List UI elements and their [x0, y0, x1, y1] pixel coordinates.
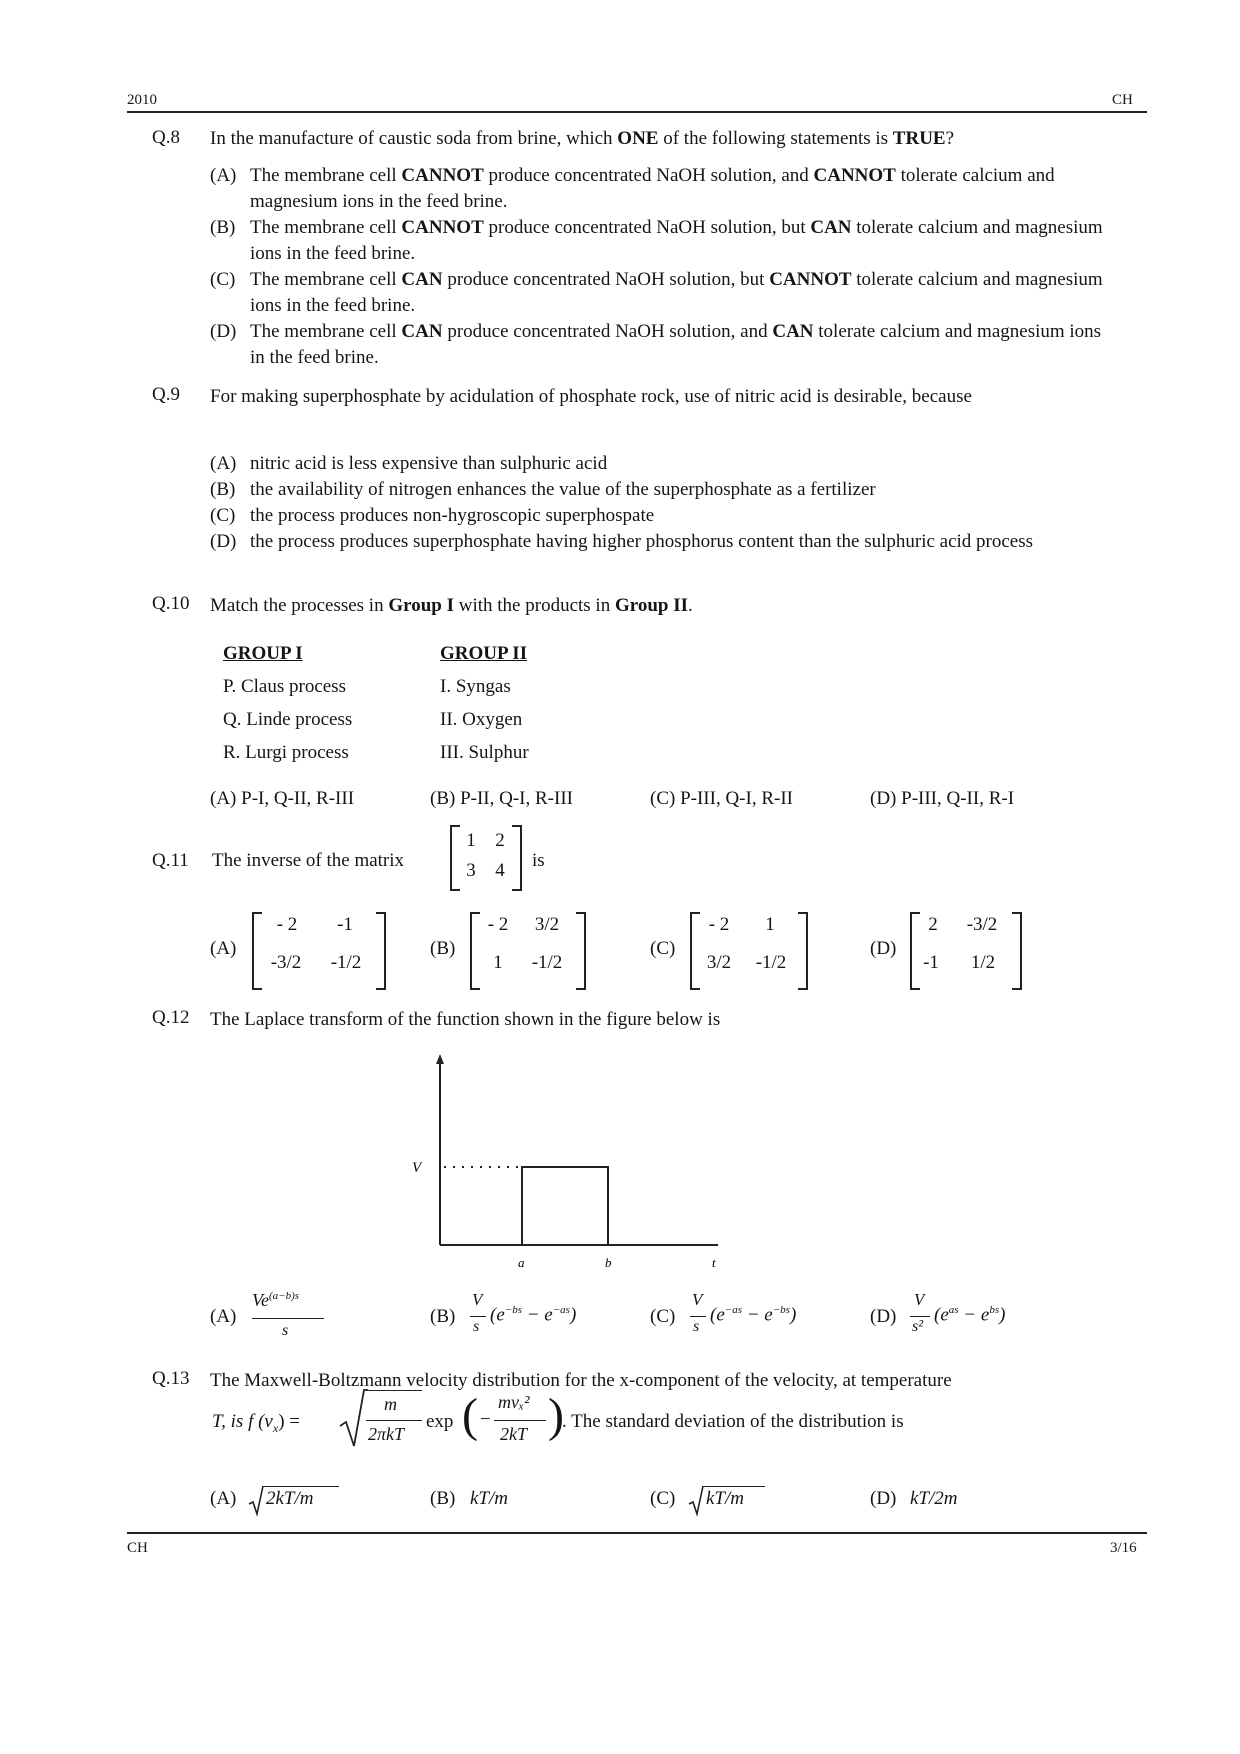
q10-option-c[interactable]: (C) P-III, Q-I, R-II [650, 788, 793, 809]
matrix-cell: 1 [493, 952, 503, 973]
header-rule [127, 111, 1147, 113]
q10-option-b[interactable]: (B) P-II, Q-I, R-III [430, 788, 573, 809]
q13-a-value: 2kT/m [266, 1488, 314, 1509]
matrix-bracket-right [576, 912, 586, 990]
q13-b-value: kT/m [470, 1488, 508, 1509]
q12-b-coef-den: s [473, 1318, 480, 1335]
sqrt-denominator: 2πkT [368, 1424, 405, 1444]
q11-option-d-label[interactable]: (D) [870, 938, 897, 959]
exp-denominator: 2kT [500, 1424, 527, 1444]
sqrt-overline [366, 1390, 422, 1391]
q12-d-expr: $(e^{as} - e^{bs})$ [934, 1304, 1006, 1326]
q8-option-b[interactable]: (B) The membrane cell CANNOT produce concentrated NaOH solution, but CAN tolerate calcium and magnesium ions in the feed brine. [210, 217, 1103, 264]
q13-c-value: kT/m [706, 1488, 744, 1509]
q11-option-c-label[interactable]: (C) [650, 938, 676, 959]
matrix-bracket-right [1012, 912, 1022, 990]
sqrt-overline [263, 1486, 339, 1487]
pulse-rectangle [522, 1167, 608, 1245]
q13-option-a-label[interactable]: (A) [210, 1488, 237, 1509]
fraction-bar [470, 1316, 486, 1317]
q12-b-coef-num: V [472, 1290, 483, 1309]
y-axis-arrow [436, 1054, 444, 1064]
q13-number: Q.13 [152, 1368, 190, 1389]
matrix-bracket-right [798, 912, 808, 990]
matrix-cell: 2 [928, 914, 938, 935]
q12-b-expr: $(e^{-bs} - e^{-as})$ [490, 1304, 577, 1326]
q12-d-coef-num: V [914, 1290, 925, 1309]
matrix-cell: 3/2 [534, 914, 560, 935]
q13-stem: The Maxwell-Boltzmann velocity distribution for the x-component of the velocity, at temperature [210, 1370, 952, 1391]
x-label-t: t [712, 1255, 716, 1270]
matrix-cell: -1 [337, 914, 353, 935]
header-code: CH [1112, 92, 1133, 108]
sqrt-overline [703, 1486, 765, 1487]
exp-function: exp [426, 1411, 454, 1432]
matrix-cell: 1/2 [970, 952, 996, 973]
q12-c-expr: $(e^{-as} - e^{-bs})$ [710, 1304, 797, 1326]
q12-a-numerator: $Ve^{(a-b)s}$ [252, 1290, 300, 1310]
matrix-cell: -1/2 [330, 952, 362, 973]
q8-option-c[interactable]: (C) The membrane cell CAN produce concentrated NaOH solution, but CANNOT tolerate calcium and magnesium ions in the feed brine. [210, 269, 1103, 316]
fraction-bar [366, 1420, 422, 1421]
q9-option-d[interactable]: (D) the process produces superphosphate having higher phosphorus content than the sulphuric acid process [210, 531, 1034, 552]
q9-option-b[interactable]: (B) the availability of nitrogen enhances the value of the superphosphate as a fertilizer [210, 479, 876, 500]
q12-c-coef-num: V [692, 1290, 703, 1309]
matrix-cell: 3 [466, 860, 476, 881]
q13-option-d-label[interactable]: (D) [870, 1488, 897, 1509]
header-year: 2010 [127, 92, 157, 108]
q10-stem: Match the processes in Group I with the products in Group II. [210, 595, 693, 616]
q12-d-coef-den: s² [912, 1318, 924, 1335]
matrix-cell: - 2 [487, 914, 509, 935]
q12-c-coef-den: s [693, 1318, 700, 1335]
fraction-bar [690, 1316, 706, 1317]
q9-stem: For making superphosphate by acidulation of phosphate rock, use of nitric acid is desirable, because [210, 386, 972, 407]
matrix-bracket-left [252, 912, 262, 990]
matrix-cell: -3/2 [966, 914, 998, 935]
q12-number: Q.12 [152, 1007, 190, 1028]
q12-stem: The Laplace transform of the function shown in the figure below is [210, 1009, 721, 1030]
pulse-function-figure [400, 1050, 740, 1280]
group1-item: Q. Linde process [223, 709, 353, 730]
sqrt-numerator: m [384, 1394, 397, 1414]
minus-sign: − [480, 1409, 491, 1430]
group2-title: GROUP II [440, 643, 528, 664]
group1-item: P. Claus process [223, 676, 346, 697]
q12-option-d-label[interactable]: (D) [870, 1306, 897, 1327]
q12-a-denominator: s [282, 1322, 289, 1339]
fraction-bar [910, 1316, 930, 1317]
q13-option-c-label[interactable]: (C) [650, 1488, 676, 1509]
matrix-cell: 2 [495, 830, 505, 851]
group2-item: II. Oxygen [440, 709, 523, 730]
group2-item: III. Sulphur [440, 742, 529, 763]
q10-option-d[interactable]: (D) P-III, Q-II, R-I [870, 788, 1015, 809]
q13-line2-post: . The standard deviation of the distribution is [562, 1411, 904, 1432]
footer-code: CH [127, 1540, 148, 1556]
q9-number: Q.9 [152, 384, 180, 405]
q13-d-value: kT/2m [910, 1488, 958, 1509]
fraction-bar [252, 1318, 324, 1319]
matrix-bracket-right [376, 912, 386, 990]
sqrt-sign [688, 1484, 704, 1516]
right-paren: ) [548, 1389, 564, 1442]
matrix-cell: 4 [495, 860, 505, 881]
group1-title: GROUP I [223, 643, 303, 664]
footer-rule [127, 1532, 1147, 1534]
sqrt-sign [248, 1484, 264, 1516]
q9-option-a[interactable]: (A) nitric acid is less expensive than sulphuric acid [210, 453, 608, 474]
fraction-bar [494, 1420, 546, 1421]
matrix-cell: 1 [765, 914, 775, 935]
matrix-cell: - 2 [276, 914, 298, 935]
q8-stem: In the manufacture of caustic soda from brine, which ONE of the following statements is TRUE? [210, 128, 955, 149]
q13-function-lhs: T, is f $(v_x)$ = [212, 1411, 300, 1435]
matrix-cell: - 2 [708, 914, 730, 935]
q8-option-a[interactable]: (A) The membrane cell CANNOT produce concentrated NaOH solution, and CANNOT tolerate calcium and magnesium ions in the feed brine. [210, 165, 1055, 212]
q10-number: Q.10 [152, 593, 190, 614]
exp-numerator: mvₓ² [498, 1392, 530, 1412]
q12-option-c-label[interactable]: (C) [650, 1306, 676, 1327]
group2-item: I. Syngas [440, 676, 511, 697]
q13-option-b-label[interactable]: (B) [430, 1488, 456, 1509]
q12-option-a-label[interactable]: (A) [210, 1306, 237, 1327]
matrix-cell: -1/2 [531, 952, 563, 973]
matrix-cell: 1 [466, 830, 476, 851]
q8-number: Q.8 [152, 127, 180, 148]
q11-option-b-label[interactable]: (B) [430, 938, 456, 959]
matrix-cell: -1/2 [755, 952, 787, 973]
q11-number: Q.11 [152, 850, 189, 871]
x-tick-b: b [605, 1255, 612, 1270]
q11-option-a-label[interactable]: (A) [210, 938, 237, 959]
q10-option-a[interactable]: (A) P-I, Q-II, R-III [210, 788, 355, 809]
sqrt-sign [338, 1388, 368, 1450]
footer-page-number: 3/16 [1110, 1540, 1137, 1556]
x-tick-a: a [518, 1255, 525, 1270]
q11-stem-post: is [532, 850, 545, 871]
q9-option-c[interactable]: (C) the process produces non-hygroscopic superphospate [210, 505, 655, 526]
left-paren: ( [462, 1389, 478, 1442]
q12-option-b-label[interactable]: (B) [430, 1306, 456, 1327]
group1-item: R. Lurgi process [223, 742, 349, 763]
matrix-cell: -3/2 [270, 952, 302, 973]
q8-option-d[interactable]: (D) The membrane cell CAN produce concentrated NaOH solution, and CAN tolerate calcium and magnesium ions in the feed brine. [210, 321, 1102, 368]
q11-stem-pre: The inverse of the matrix [212, 850, 405, 871]
matrix-cell: -1 [923, 952, 939, 973]
y-label-v: V [412, 1160, 422, 1176]
matrix-cell: 3/2 [706, 952, 732, 973]
